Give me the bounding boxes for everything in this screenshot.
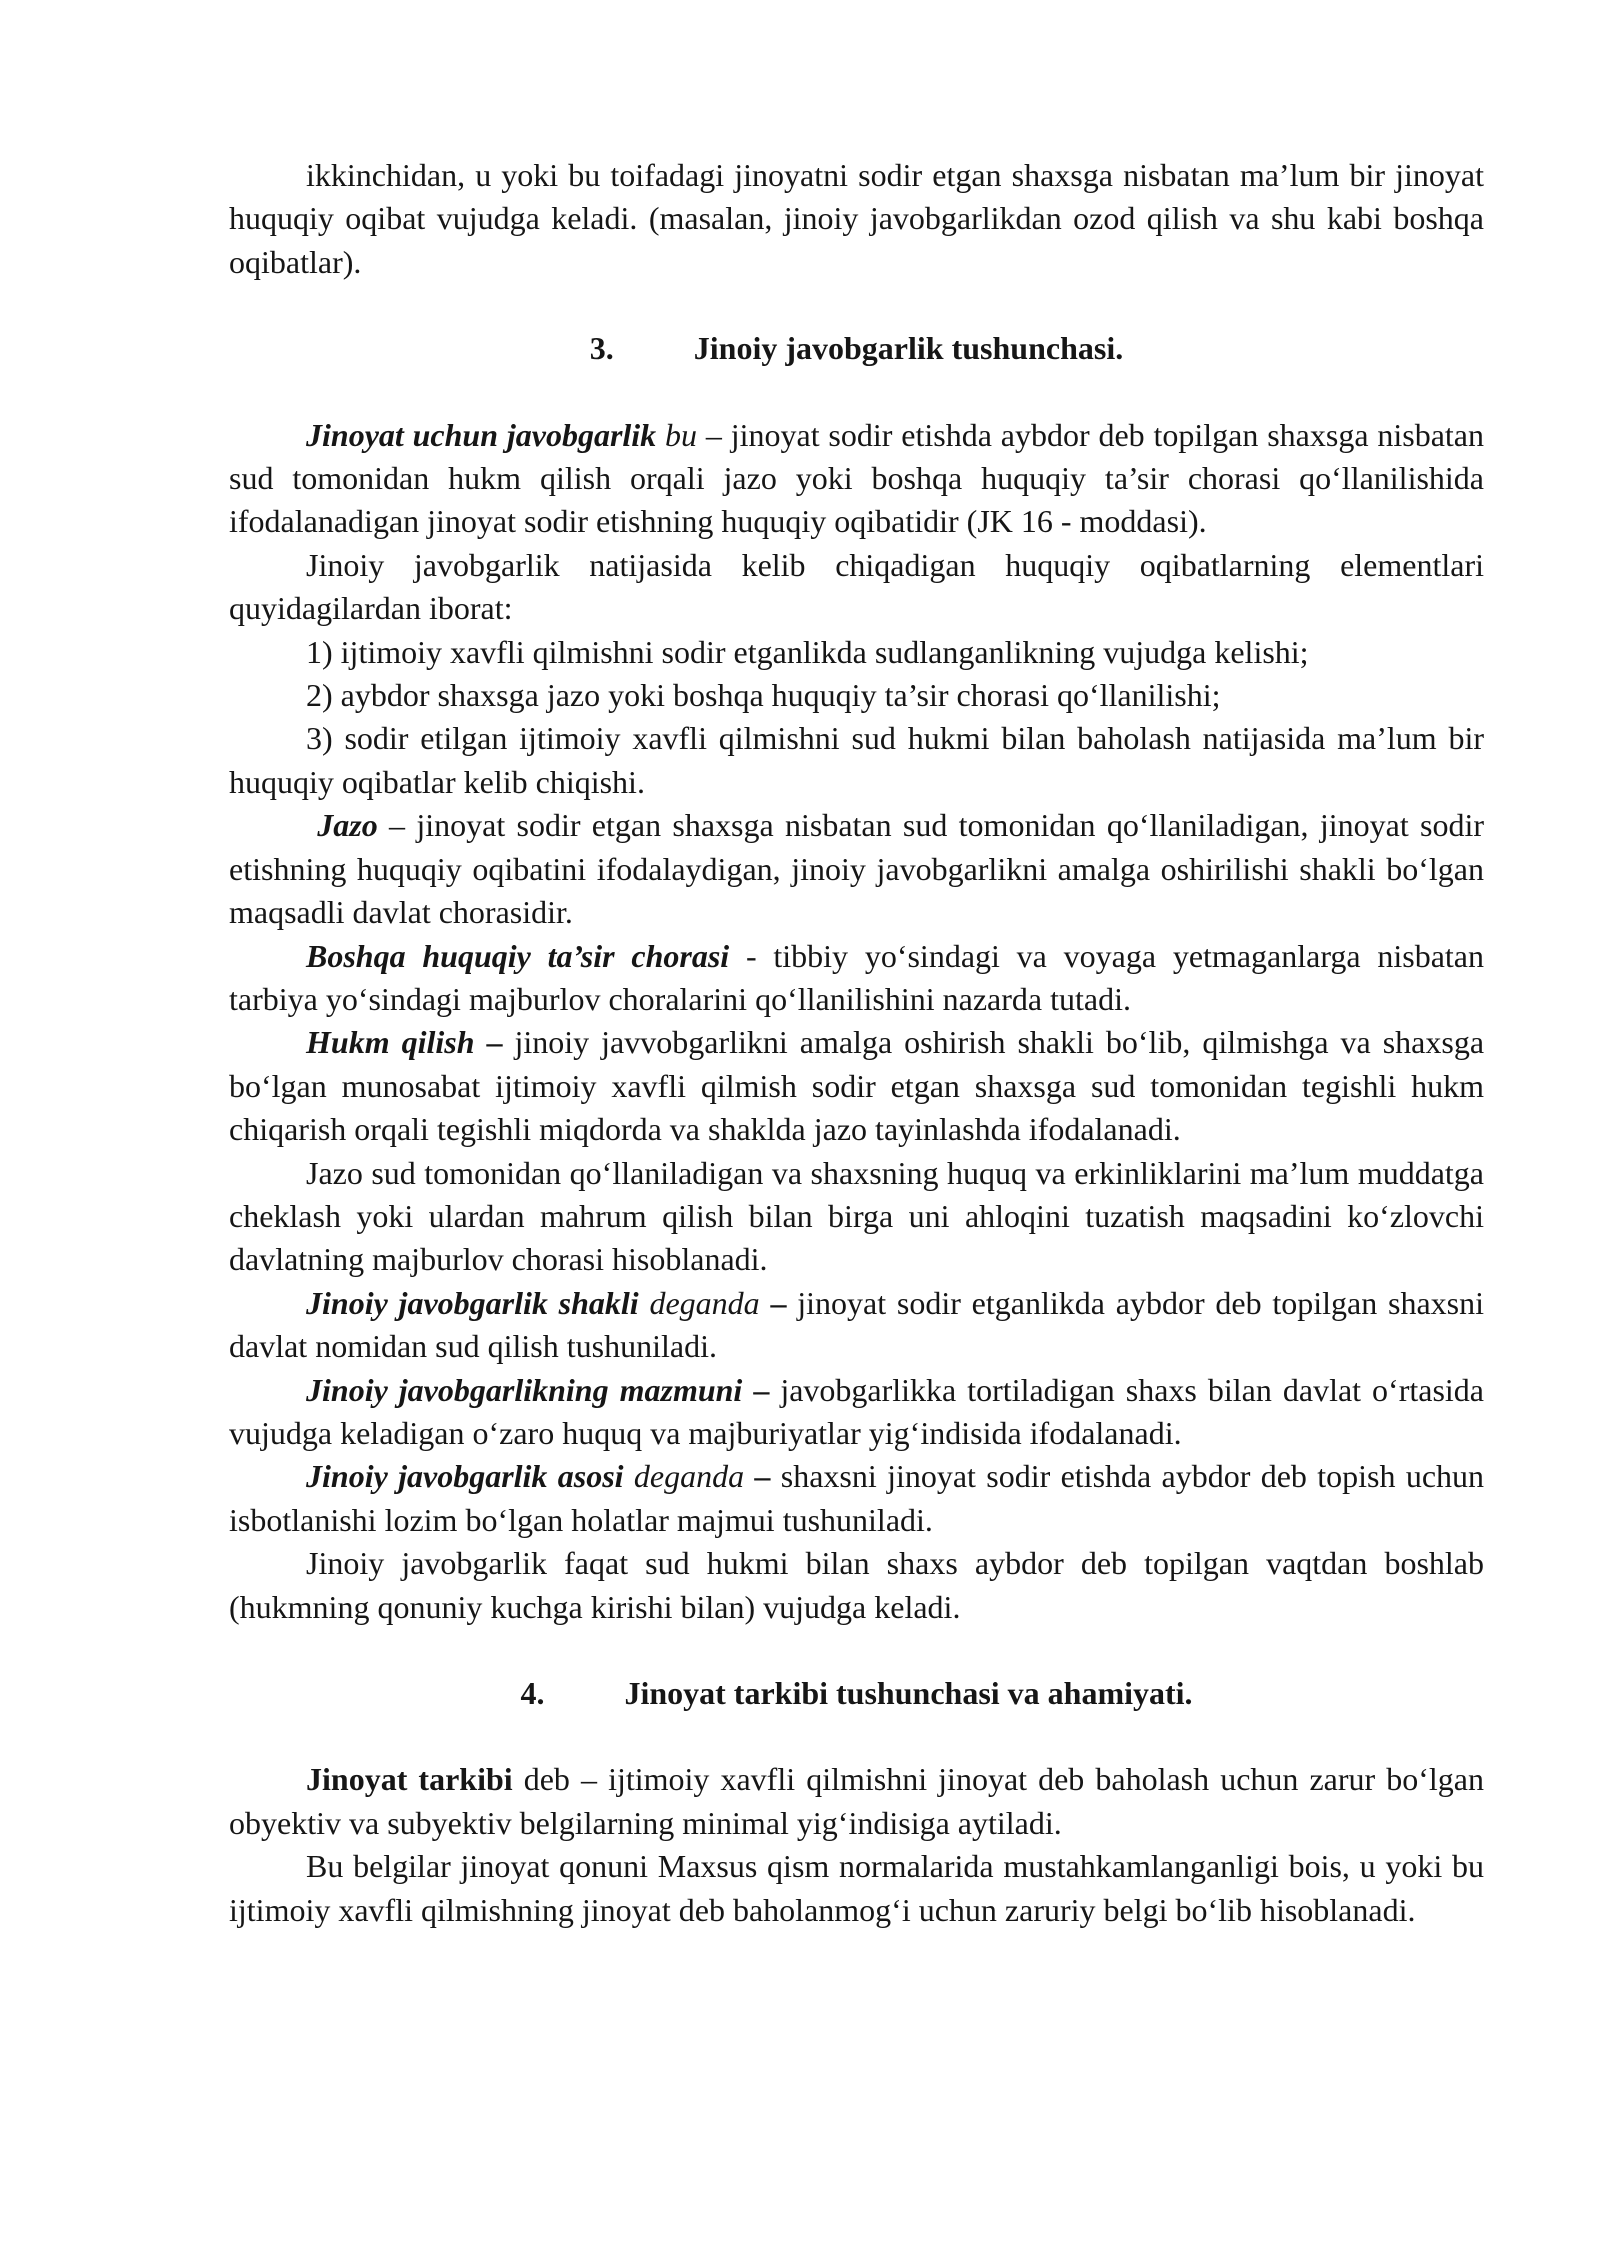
paragraph-liability-onset <box>229 1542 1484 1629</box>
paragraph-text: ikkinchidan, u yoki bu toifadagi jinoyatni sodir etgan shaxsga nisbatan ma’lum bir jinoyat huquqiy oqibat vujudga keladi. (masalan, jinoiy javobgarlikdan ozod qilish va shu kabi boshqa oqibatlar). <box>229 157 1484 280</box>
paragraph-signs <box>229 1845 1484 1932</box>
paragraph-intro <box>229 154 1484 284</box>
definition-text: - tibbiy yo‘sindagi va voyaga yetmaganlarga nisbatan tarbiya yo‘sindagi majburlov choralarini qo‘llanilishini nazarda tutadi. <box>229 937 1485 1017</box>
term: Jinoiy javobgarlikning mazmuni <box>306 1371 743 1408</box>
section-number: 4. <box>520 1675 545 1711</box>
paragraph-definition-sentencing <box>229 1021 1484 1151</box>
term-dash: – <box>759 1284 787 1321</box>
section-number: 3. <box>589 330 614 367</box>
term: Hukm qilish <box>306 1024 475 1061</box>
section-heading-3 <box>229 327 1484 370</box>
section-title: Jinoiy javobgarlik tushunchasi. <box>693 330 1124 367</box>
paragraph-text: Jazo sud tomonidan qo‘llaniladigan va shaxsning huquq va erkinliklarini ma’lum muddatga cheklash yoki ulardan mahrum qilish bilan birga uni ahloqini tuzatish maqsadini ko‘zlovchi davlatning majburlov chorasi hisoblanadi. <box>229 1154 1484 1278</box>
section-title: Jinoyat tarkibi tushunchasi va ahamiyati. <box>624 1675 1193 1711</box>
paragraph-punishment-note <box>229 1152 1484 1282</box>
list-item-3 <box>229 717 1484 804</box>
term: Boshqa huquqiy ta’sir chorasi <box>306 937 730 974</box>
paragraph-elements <box>229 544 1484 631</box>
list-item-text: 1) ijtimoiy xavfli qilmishni sodir etganlikda sudlanganlikning vujudga kelishi; <box>306 633 1309 670</box>
paragraph-definition-liability <box>229 414 1484 544</box>
document-body <box>229 154 1484 1932</box>
definition-text: javobgarlikka tortiladigan shaxs bilan davlat o‘rtasida vujudga keladigan o‘zaro huquq va majburiyatlar yig‘indisida ifodalanadi. <box>229 1371 1484 1451</box>
paragraph-definition-corpus <box>229 1758 1484 1845</box>
list-item-1 <box>229 631 1484 674</box>
definition-text: shaxsni jinoyat sodir etishda aybdor deb topish uchun isbotlanishi lozim bo‘lgan holatlar majmui tushuniladi. <box>229 1458 1485 1538</box>
term-dash: – <box>474 1024 503 1061</box>
paragraph-text: Jinoiy javobgarlik natijasida kelib chiqadigan huquqiy oqibatlarning elementlari quyidagilardan iborat: <box>229 546 1484 627</box>
list-item-text: 2) aybdor shaxsga jazo yoki boshqa huquqiy ta’sir chorasi qo‘llanilishi; <box>306 677 1221 714</box>
definition-text: jinoyat sodir etganlikda aybdor deb topilgan shaxsni davlat nomidan sud qilish tushuniladi. <box>229 1284 1485 1365</box>
term-dash: – <box>742 1371 770 1408</box>
paragraph-definition-form <box>229 1282 1484 1369</box>
paragraph-definition-basis <box>229 1455 1484 1542</box>
term-connector: bu <box>656 416 698 453</box>
term-connector: deganda <box>623 1458 745 1495</box>
definition-text: – jinoyat sodir etishda aybdor deb topilgan shaxsga nisbatan sud tomonidan hukm qilish orqali jazo yoki boshqa huquqiy ta’sir chorasi qo‘llanilishida ifodalanadigan jinoyat sodir etishning huquqiy oqibatidir (JK 16 - moddasi). <box>229 416 1485 540</box>
term: Jinoyat uchun javobgarlik <box>306 416 657 453</box>
list-item-2 <box>229 674 1484 717</box>
paragraph-text: Jinoiy javobgarlik faqat sud hukmi bilan shaxs aybdor deb topilgan vaqtdan boshlab (hukmning qonuniy kuchga kirishi bilan) vujudga keladi. <box>229 1545 1484 1625</box>
paragraph-text: Bu belgilar jinoyat qonuni Maxsus qism normalarida mustahkamlanganligi bois, u yoki bu ijtimoiy xavfli qilmishning jinoyat deb baholanmog‘i uchun zaruriy belgi bo‘lib hisoblanadi. <box>229 1848 1484 1928</box>
paragraph-definition-punishment <box>229 804 1484 934</box>
paragraph-definition-other-measure <box>229 935 1484 1022</box>
definition-text: – jinoyat sodir etgan shaxsga nisbatan sud tomonidan qo‘llaniladigan, jinoyat sodir etishning huquqiy oqibatini ifodalaydigan, jinoiy javobgarlikni amalga oshirilishi shakli bo‘lgan maqsadli davlat chorasidir. <box>229 807 1485 931</box>
term-connector: deganda <box>638 1284 760 1321</box>
term: Jinoiy javobgarlik shakli <box>306 1284 639 1321</box>
term-dash: – <box>744 1458 771 1495</box>
paragraph-definition-content <box>229 1369 1484 1456</box>
term: Jinoiy javobgarlik asosi <box>306 1458 624 1495</box>
definition-text: jinoiy javvobgarlikni amalga oshirish shakli bo‘lib, qilmishga va shaxsga bo‘lgan munosabat ijtimoiy xavfli qilmish sodir etgan shaxsga sud tomonidan tegishli hukm chiqarish orqali tegishli miqdorda va shaklda jazo tayinlashda ifodalanadi. <box>229 1024 1485 1148</box>
term: Jinoyat tarkibi <box>306 1761 513 1798</box>
section-heading-4 <box>229 1672 1484 1715</box>
term: Jazo <box>317 807 378 844</box>
definition-text: deb – ijtimoiy xavfli qilmishni jinoyat deb baholash uchun zarur bo‘lgan obyektiv va subyektiv belgilarning minimal yig‘indisiga aytiladi. <box>229 1761 1485 1841</box>
list-item-text: 3) sodir etilgan ijtimoiy xavfli qilmishni sud hukmi bilan baholash natijasida ma’lum bir huquqiy oqibatlar kelib chiqishi. <box>229 720 1484 800</box>
